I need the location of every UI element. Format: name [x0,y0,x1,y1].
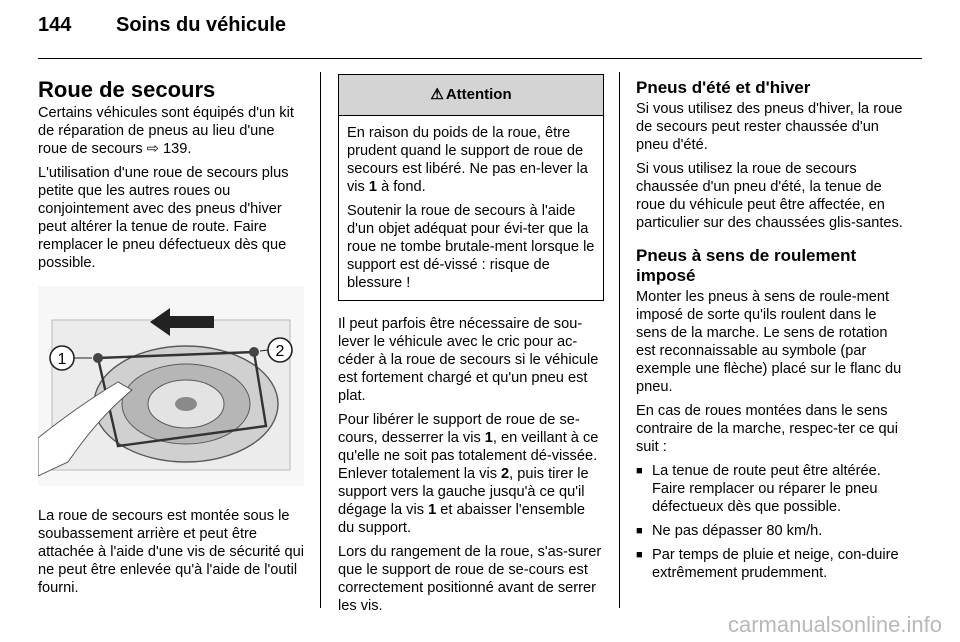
page-header [38,14,286,37]
paragraph: La roue de secours est montée sous le soubassement arrière et peut être attachée à l'aide d'une vis de sécurité qui ne peut être enlevée qu'à l'aide de l'outil fourni. [38,508,305,596]
list-item: ■ La tenue de route peut être altérée. Faire remplacer ou réparer le pneu défectueux dès que possible. [636,462,904,516]
warning-triangle-icon: ⚠ [430,86,444,103]
column-2 [338,72,604,621]
column-divider-2 [619,72,620,608]
arrow-reference-icon[interactable]: ⇨ [146,141,159,157]
paragraph: L'utilisation d'une roue de secours plus petite que les autres roues ou conjointement avec des pneus d'hiver peut altérer la tenue de route. Faire remplacer le pneu défectueux dès que possible. [38,165,289,271]
watermark: carmanualsonline.info [727,612,942,637]
attention-body [339,116,603,300]
paragraph: Lors du rangement de la roue, s'as-surer que le support de roue de se-cours est correctement positionné avant de serrer les vis. [338,544,602,614]
section-heading-summer-winter-tyres: Pneus d'été et d'hiver [636,78,811,97]
paragraph: Pour libérer le support de roue de se-cours, desserrer la vis 1, en veillant à ce qu'elle ne soit pas totalement dé-vissée. Enlever totalement la vis 2, puis tirer le support vers la gauche jusqu'à ce qu'il dégage la vis 1 et abaisser l'ensemble du support. [338,412,599,536]
paragraph: Monter les pneus à sens de roule-ment imposé de sorte qu'ils roulent dans le sens de la marche. Le sens de rotation est reconnaissable au symbole (par exemple une flèche) placé sur le flanc du pneu. [636,289,902,395]
paragraph: Certains véhicules sont équipés d'un kit de réparation de pneus au lieu d'une roue de secours ⇨ 139. [38,105,294,157]
paragraph: Il peut parfois être nécessaire de sou-lever le véhicule avec le cric pour ac-céder à la roue de secours si le véhicule est fortement chargé et qu'un pneu est plat. [338,316,599,404]
attention-box [338,74,604,301]
page-section-title: Soins du véhicule [116,14,287,36]
paragraph: Soutenir la roue de secours à l'aide d'un objet adéquat pour évi-ter que la roue ne tombe brutale-ment lorsque le support est dé-vissé : risque de blessure ! [347,203,595,291]
list-item: ■ Par temps de pluie et neige, con-duire extrêmement prudemment. [636,546,904,582]
section-heading-spare-wheel: Roue de secours [38,77,216,102]
page-number: 144 [38,14,72,36]
section-heading-directional-tyres: Pneus à sens de roulement imposé [636,246,857,285]
paragraph: En raison du poids de la roue, être prudent quand le support de roue de secours est libéré. Ne pas en-lever la vis 1 à fond. [347,125,588,195]
header-rule [38,58,922,59]
column-3 [636,72,904,588]
paragraph: En cas de roues montées dans le sens contraire de la marche, respec-ter ce qui suit : [636,403,898,455]
column-1 [38,72,304,603]
list-item: ■ Ne pas dépasser 80 km/h. [636,522,904,540]
spare-wheel-illustration [38,286,304,486]
page-reference[interactable]: 139 [163,141,188,157]
paragraph: Si vous utilisez la roue de secours chaussée d'un pneu d'été, la tenue de roue du véhicule peut être affectée, en particulier sur des chaussées glis-santes. [636,161,903,231]
column-divider-1 [320,72,321,608]
attention-header: ⚠ Attention [339,75,603,116]
paragraph: Si vous utilisez des pneus d'hiver, la roue de secours peut rester chaussée d'un pneu d'été. [636,101,903,153]
figure-callout-1: 1 [57,351,67,368]
figure-callout-2: 2 [275,343,285,360]
bullet-list [636,462,904,582]
